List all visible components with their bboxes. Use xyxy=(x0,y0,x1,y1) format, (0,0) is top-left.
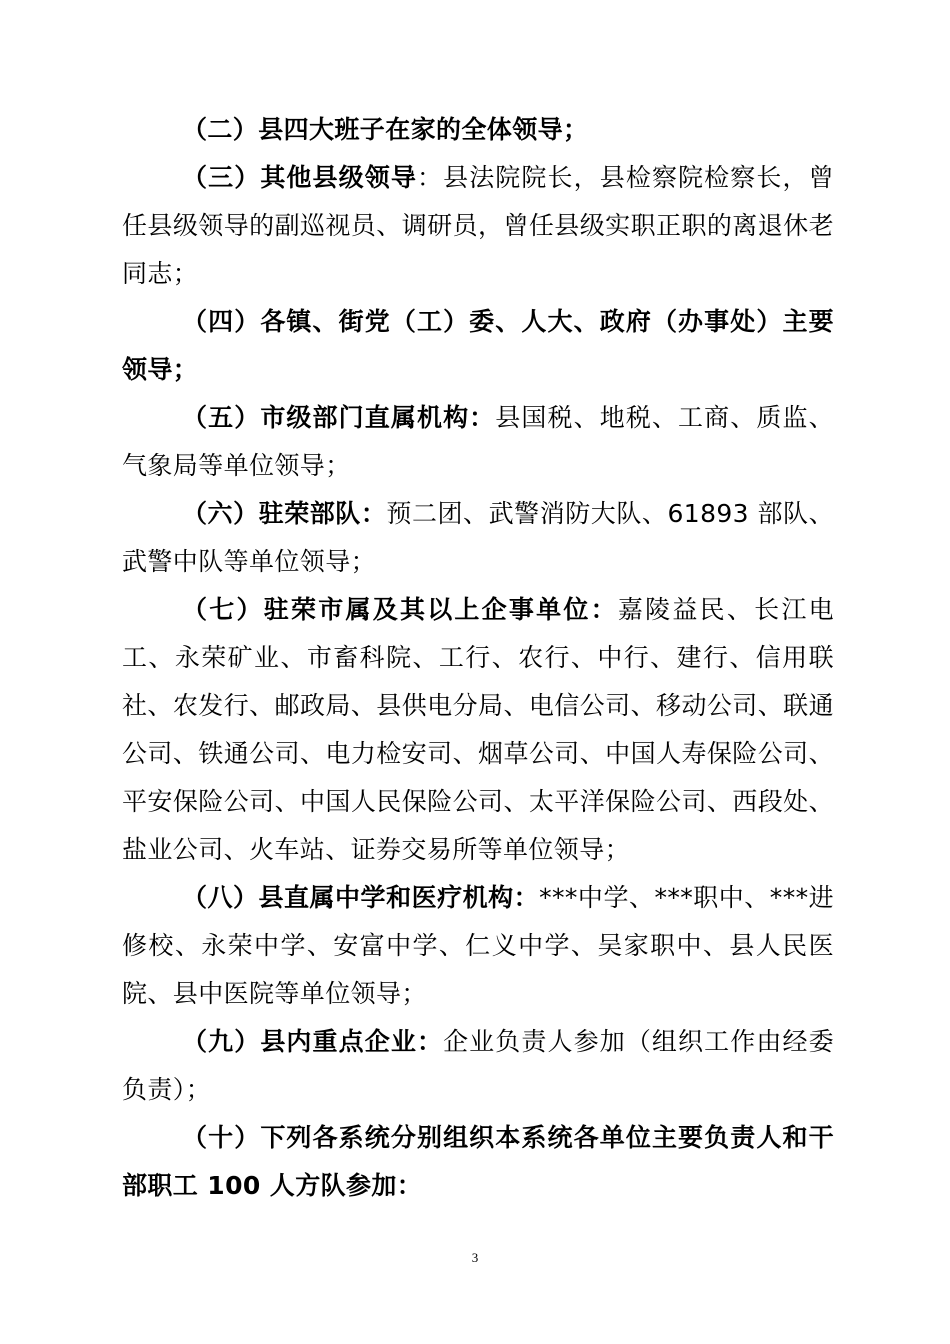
paragraph-heading: （五）市级部门直属机构： xyxy=(182,403,496,432)
paragraph-6 xyxy=(122,490,834,586)
paragraph-8 xyxy=(122,874,834,1018)
paragraph-10 xyxy=(122,1114,834,1210)
paragraph-heading: （三）其他县级领导 xyxy=(182,163,417,192)
paragraph-text: 预二团、武警消防大队、61893 部队、武警中队等单位领导； xyxy=(122,499,834,576)
paragraph-heading: （七）驻荣市属及其以上企事单位： xyxy=(182,595,618,624)
paragraph-4 xyxy=(122,298,834,394)
paragraph-text: 企业负责人参加（组织工作由经委负责）； xyxy=(122,1027,834,1104)
paragraph-heading: （二）县四大班子在家的全体领导； xyxy=(182,115,589,144)
paragraph-heading: （十）下列各系统分别组织本系统各单位主要负责人和干部职工 100 人方队参加： xyxy=(122,1123,834,1200)
paragraph-heading: （八）县直属中学和医疗机构： xyxy=(182,883,540,912)
page-number: 3 xyxy=(471,1250,479,1265)
paragraph-3 xyxy=(122,154,834,298)
paragraph-9 xyxy=(122,1018,834,1114)
paragraph-heading: （四）各镇、街党（工）委、人大、政府（办事处）主要领导； xyxy=(122,307,834,384)
document-body xyxy=(122,106,834,1210)
paragraph-heading: （六）驻荣部队： xyxy=(182,499,387,528)
paragraph-text: ***中学、***职中、***进修校、永荣中学、安富中学、仁义中学、吴家职中、县人民医院、县中医院等单位领导； xyxy=(122,883,834,1008)
paragraph-7 xyxy=(122,586,834,874)
paragraph-text: 嘉陵益民、长江电工、永荣矿业、市畜科院、工行、农行、中行、建行、信用联社、农发行、邮政局、县供电分局、电信公司、移动公司、联通公司、铁通公司、电力检安司、烟草公司、中国人寿保险公司、平安保险公司、中国人民保险公司、太平洋保险公司、西段处、盐业公司、火车站、证券交易所等单位领导； xyxy=(122,595,834,864)
paragraph-text: ：县法院院长，县检察院检察长，曾任县级领导的副巡视员、调研员，曾任县级实职正职的离退休老同志； xyxy=(122,163,835,288)
paragraph-heading: （九）县内重点企业： xyxy=(182,1027,444,1056)
paragraph-2 xyxy=(122,106,834,154)
paragraph-text: 县国税、地税、工商、质监、气象局等单位领导； xyxy=(122,403,834,480)
paragraph-5 xyxy=(122,394,834,490)
